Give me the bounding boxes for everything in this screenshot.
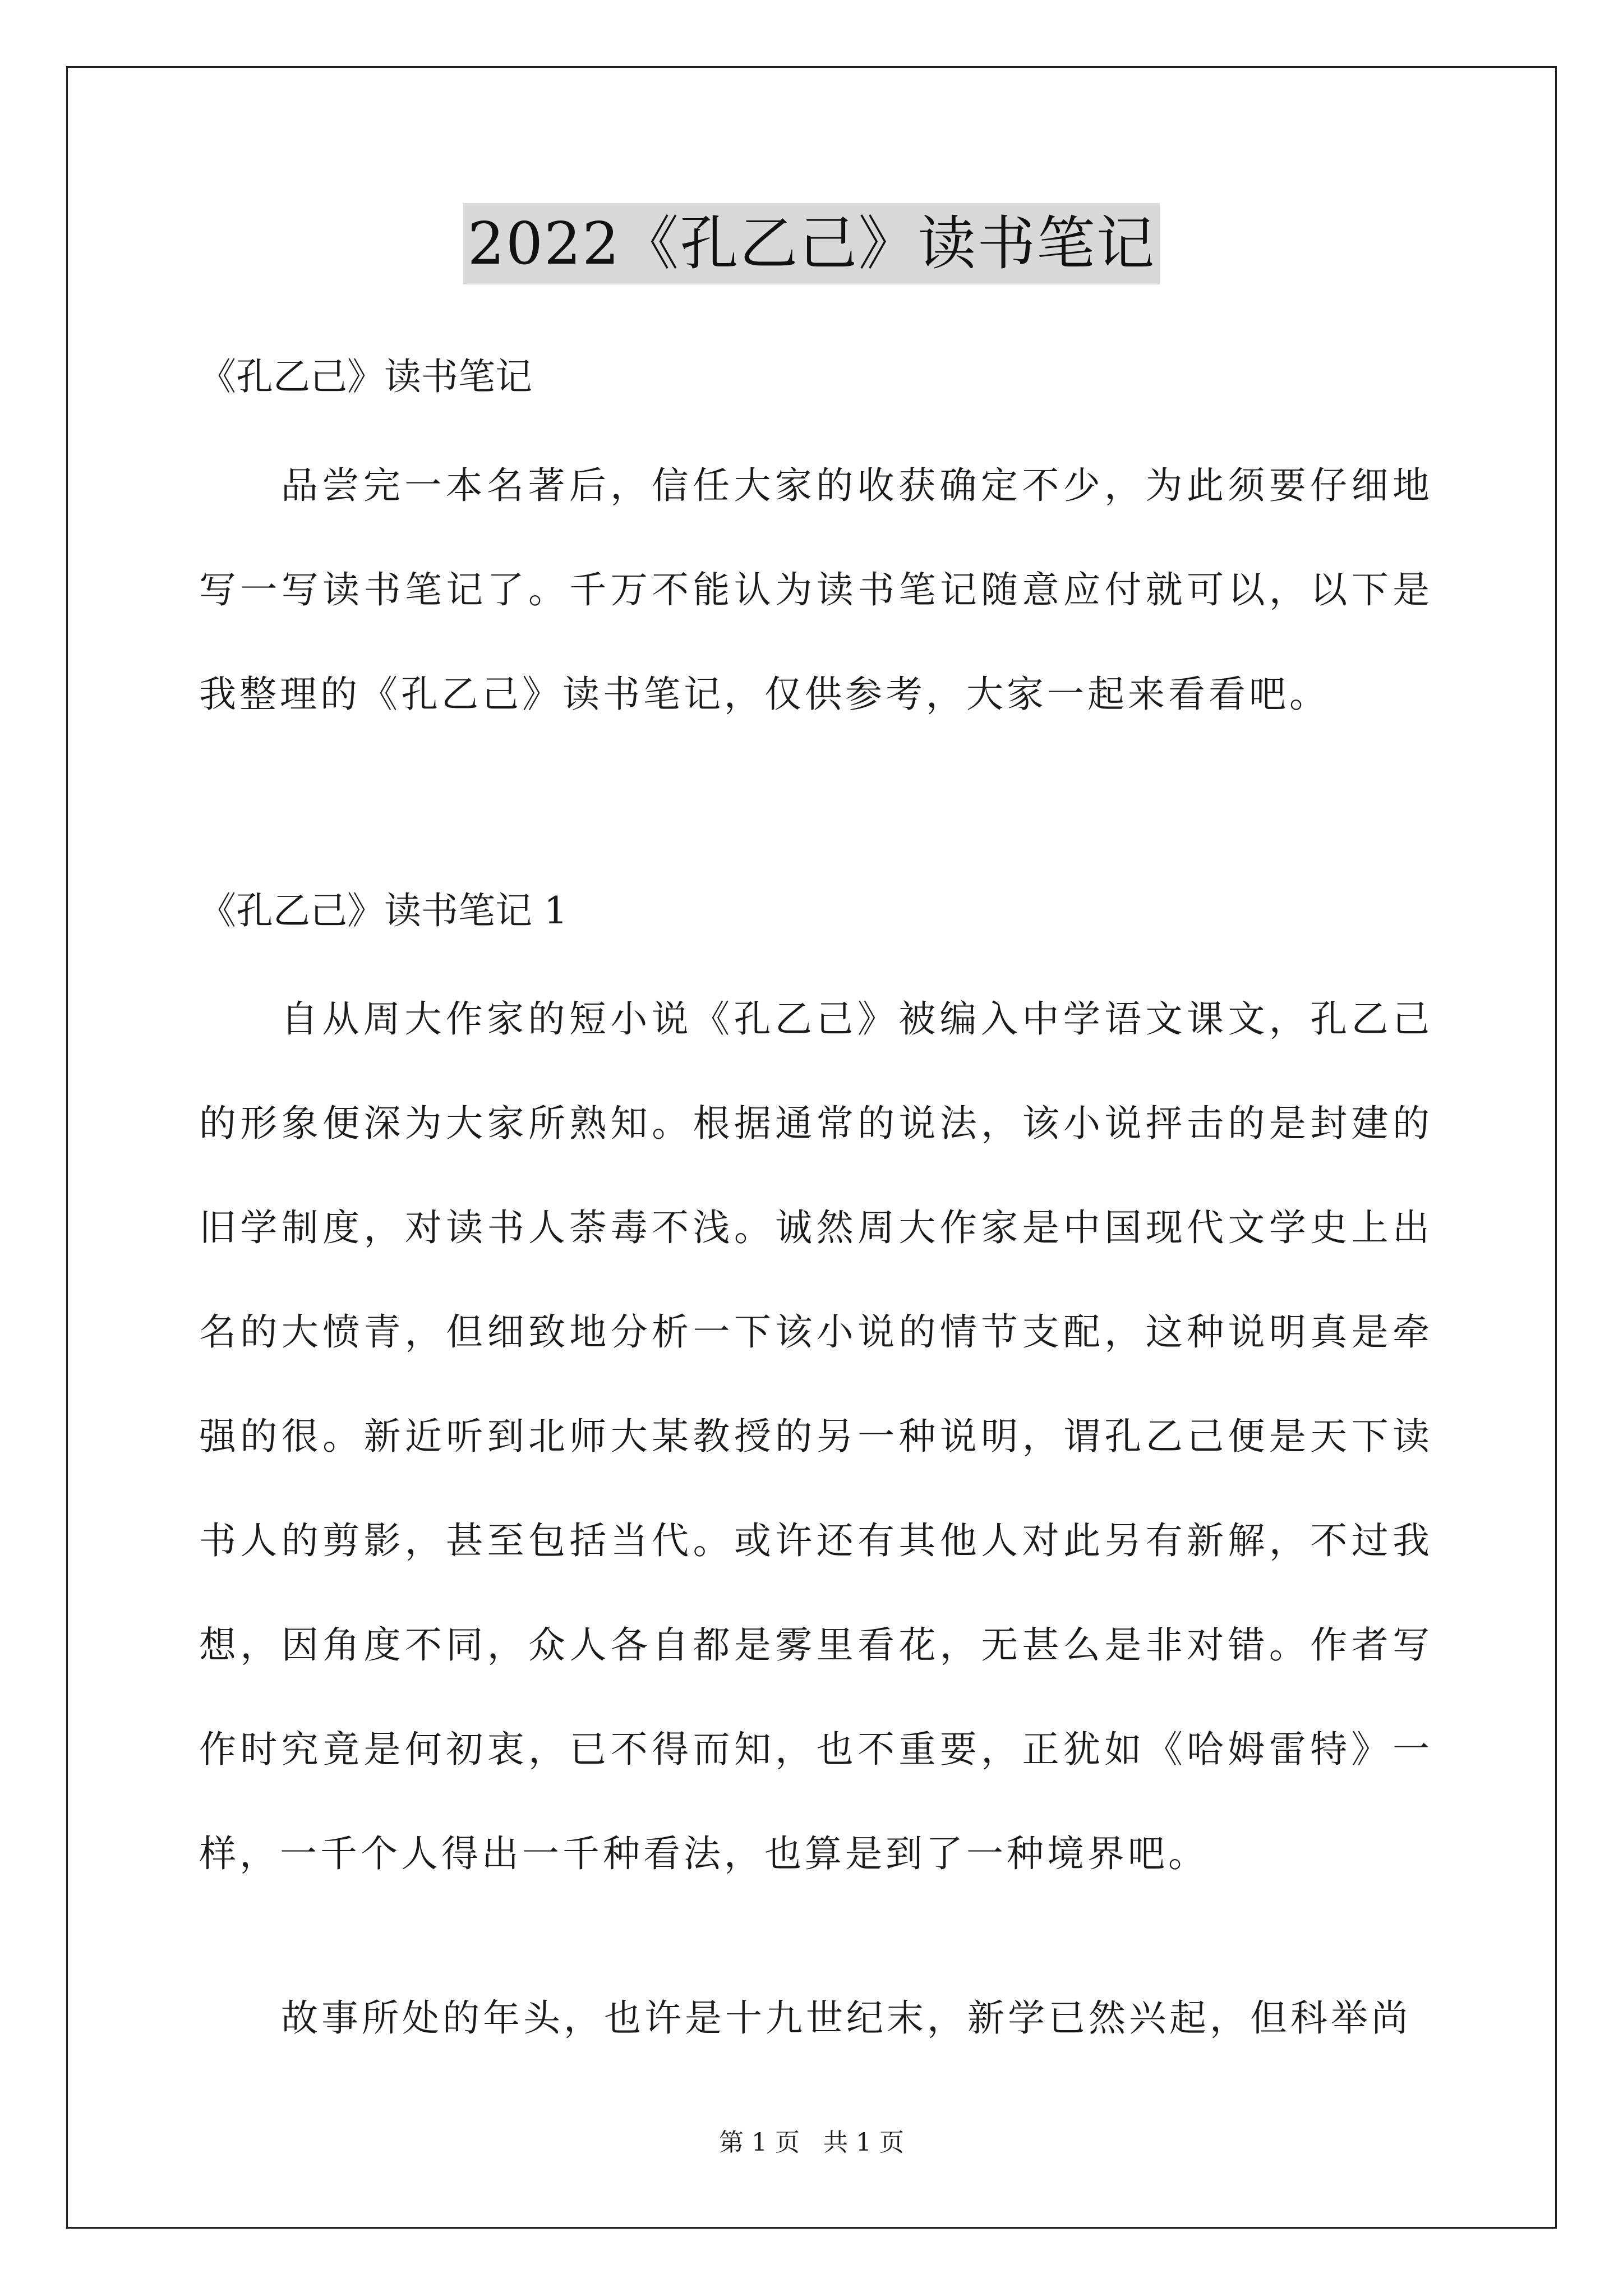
document-title-block <box>0 203 1623 284</box>
section-heading: 《孔乙己》读书笔记 1 <box>199 889 568 932</box>
body-paragraph-continued: 故事所处的年头，也许是十九世纪末，新学已然兴起，但科举尚 <box>281 1996 1412 2040</box>
intro-paragraph: 品尝完一本名著后，信任大家的收获确定不少，为此须要仔细地写一写读书笔记了。千万不能认为读书笔记随意应付就可以，以下是我整理的《孔乙己》读书笔记，仅供参考，大家一起来看看吧。 <box>199 464 1433 716</box>
document-subtitle: 《孔乙己》读书笔记 <box>199 355 532 398</box>
page-footer: 第 1 页 共 1 页 <box>719 2128 904 2157</box>
document-title: 2022《孔乙己》读书笔记 <box>463 203 1160 284</box>
body-paragraph: 自从周大作家的短小说《孔乙己》被编入中学语文课文，孔乙己的形象便深为大家所熟知。根据通常的说法，该小说抨击的是封建的旧学制度，对读书人荼毒不浅。诚然周大作家是中国现代文学史上出名的大愤青，但细致地分析一下该小说的情节支配，这种说明真是牵强的很。新近听到北师大某教授的另一种说明，谓孔乙己便是天下读书人的剪影，甚至包括当代。或许还有其他人对此另有新解，不过我想，因角度不同，众人各自都是雾里看花，无甚么是非对错。作者写作时究竟是何初衷，已不得而知，也不重要，正犹如《哈姆雷特》一样，一千个人得出一千种看法，也算是到了一种境界吧。 <box>199 997 1433 1875</box>
